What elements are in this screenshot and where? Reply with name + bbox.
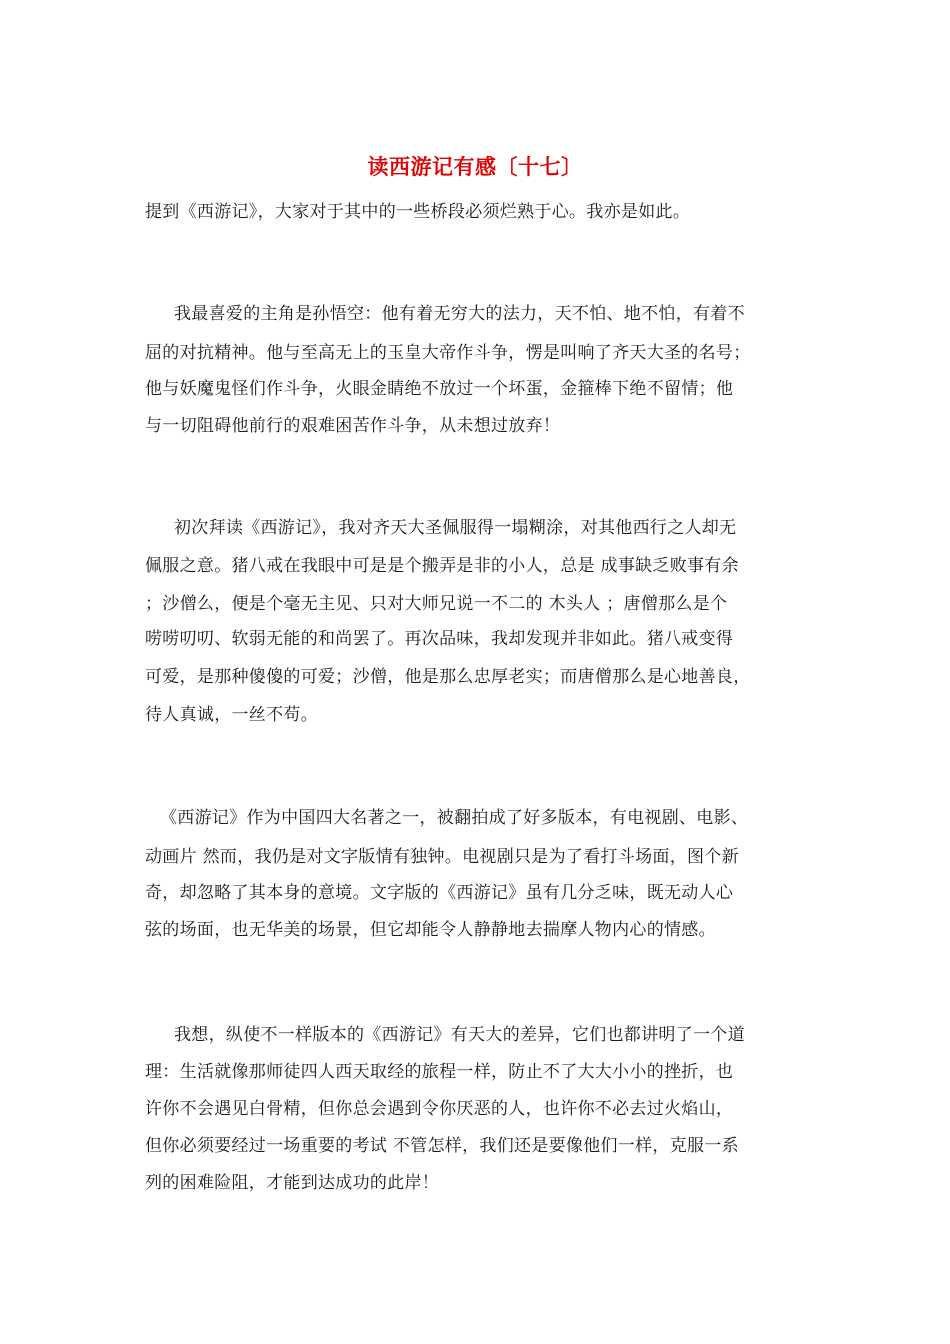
paragraph-line: 我最喜爱的主角是孙悟空：他有着无穷大的法力，天不怕、地不怕，有着不 xyxy=(174,304,745,324)
paragraph-line: 理：生活就像那师徒四人西天取经的旅程一样，防止不了大大小小的挫折，也 xyxy=(145,1062,734,1082)
paragraph-line: 待人真诚，一丝不苟。 xyxy=(145,705,318,725)
paragraph-line: 列的困难险阻，才能到达成功的此岸！ xyxy=(145,1173,440,1193)
paragraph-line: 佩服之意。猪八戒在我眼中可是是个搬弄是非的小人，总是 成事缺乏败事有余 xyxy=(145,556,739,576)
paragraph-line: 但你必须要经过一场重要的考试 不管怎样，我们还是要像他们一样，克服一系 xyxy=(145,1136,739,1156)
paragraph-line: 我想，纵使不一样版本的《西游记》有天大的差异，它们也都讲明了一个道 xyxy=(174,1025,745,1045)
paragraph-line: 奇，却忽略了其本身的意境。文字版的《西游记》虽有几分乏味，既无动人心 xyxy=(145,883,734,903)
intro-line: 提到《西游记》，大家对于其中的一些桥段必须烂熟于心。我亦是如此。 xyxy=(145,202,691,222)
paragraph-line: 唠唠叨叨、软弱无能的和尚罢了。再次品味，我却发现并非如此。猪八戒变得 xyxy=(145,629,734,649)
paragraph-line: ；沙僧么，便是个毫无主见、只对大师兄说一不二的 木头人 ；唐僧那么是个 xyxy=(145,594,728,614)
paragraph-line: 屈的对抗精神。他与至高无上的玉皇大帝作斗争，愣是叫响了齐天大圣的名号； xyxy=(145,343,751,363)
paragraph-line: 许你不会遇见白骨精，但你总会遇到令你厌恶的人，也许你不必去过火焰山， xyxy=(145,1099,734,1119)
paragraph-line: 他与妖魔鬼怪们作斗争，火眼金睛绝不放过一个坏蛋，金箍棒下绝不留情；他 xyxy=(145,379,734,399)
paragraph-line: 《西游记》作为中国四大名著之一，被翻拍成了好多版本，有电视剧、电影、 xyxy=(160,808,749,828)
paragraph-line: 弦的场面，也无华美的场景，但它却能令人静静地去揣摩人物内心的情感。 xyxy=(145,920,716,940)
paragraph-line: 与一切阻碍他前行的艰难困苦作斗争，从未想过放弃！ xyxy=(145,416,561,436)
document-title: 读西游记有感〔十七〕 xyxy=(367,154,583,179)
paragraph-line: 可爱，是那种傻傻的可爱；沙僧，他是那么忠厚老实；而唐僧那么是心地善良， xyxy=(145,667,751,687)
paragraph-line: 动画片 然而，我仍是对文字版情有独钟。电视剧只是为了看打斗场面，图个新 xyxy=(145,847,739,867)
paragraph-line: 初次拜读《西游记》，我对齐天大圣佩服得一塌糊涂，对其他西行之人却无 xyxy=(174,518,737,538)
